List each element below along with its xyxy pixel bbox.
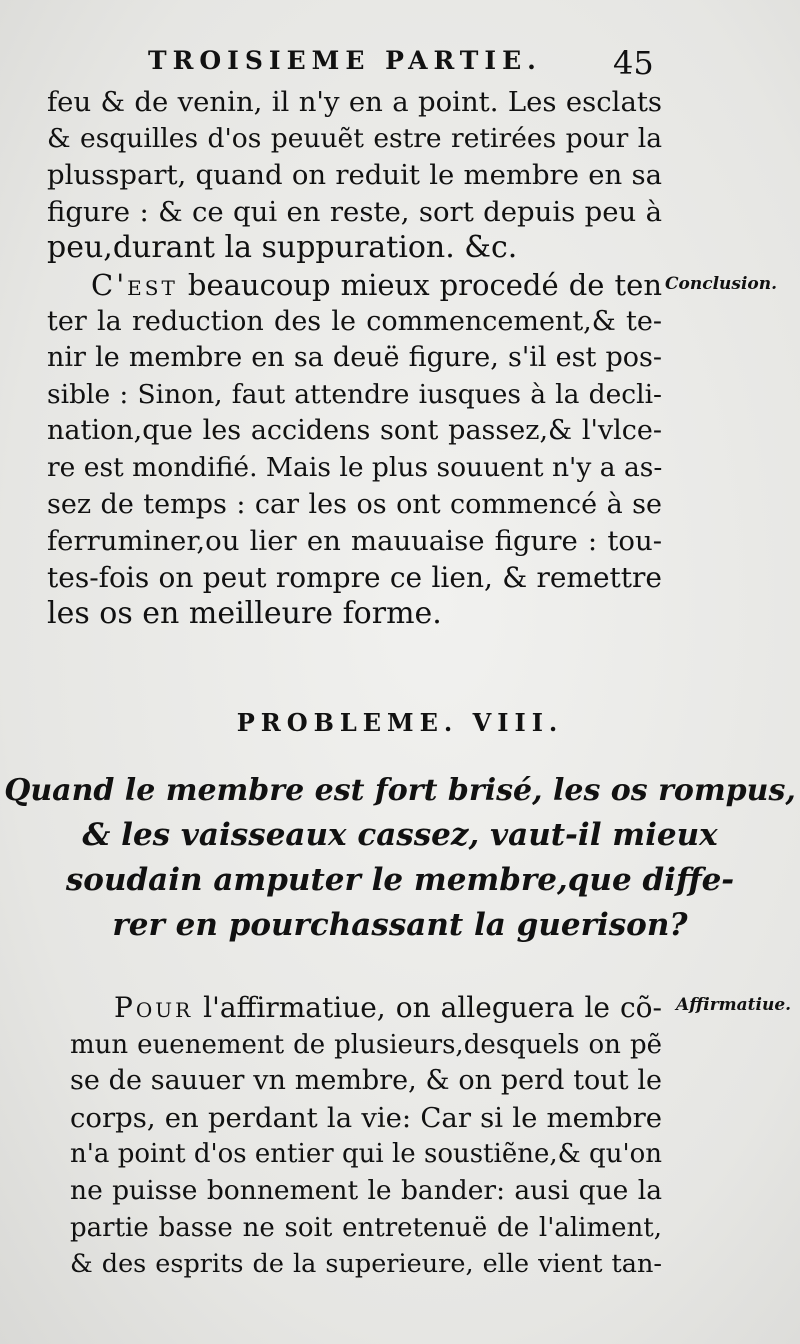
text-line: ne puisse bonnement le bander: ausi que la xyxy=(70,1174,662,1206)
problem-heading: PROBLEME. VIII. xyxy=(236,708,564,737)
text-line: & des esprits de la superieure, elle vient tan- xyxy=(70,1249,662,1280)
text-line: beaucoup mieux procedé de ten xyxy=(177,267,662,302)
text-line: peu,durant la suppuration. &c. xyxy=(47,230,518,266)
text-line: nir le membre en sa deuë figure, s'il est pos- xyxy=(47,342,662,374)
page-header xyxy=(0,44,800,84)
text-line: tes-fois on peut rompre ce lien, & remettre xyxy=(47,560,662,594)
paragraph-lead-word: Pour xyxy=(114,991,194,1024)
paragraph-lead-word: C'est xyxy=(91,267,178,302)
text-line: les os en meilleure forme. xyxy=(47,596,442,632)
text-line: re est mondifié. Mais le plus souuent n'y a as- xyxy=(47,451,663,483)
text-line: ter la reduction des le commencement,& te- xyxy=(47,305,662,337)
text-line: sez de temps : car les os ont commencé à se xyxy=(47,488,662,520)
margin-note-affirmative: Affirmatiue. xyxy=(676,995,792,1015)
text-line: n'a point d'os entier qui le soustiẽne,& qu'on xyxy=(70,1139,662,1170)
problem-question xyxy=(0,768,800,948)
page-number: 45 xyxy=(613,44,654,82)
paragraph-first-line xyxy=(70,990,662,1027)
text-line: partie basse ne soit entretenuë de l'aliment, xyxy=(70,1212,662,1243)
question-line: Quand le membre est fort brisé, les os rompus, xyxy=(4,773,796,808)
text-line: feu & de venin, il n'y en a point. Les esclats xyxy=(47,86,662,118)
question-line: & les vaisseaux cassez, vaut-il mieux xyxy=(82,817,718,853)
text-line: corps, en perdant la vie: Car si le membre xyxy=(70,1101,662,1134)
text-line: nation,que les accidens sont passez,& l'vlce- xyxy=(47,415,662,447)
question-line: rer en pourchassant la guerison? xyxy=(112,907,688,943)
question-line: soudain amputer le membre,que diffe- xyxy=(65,862,735,898)
running-head: TROISIEME PARTIE. xyxy=(148,46,542,75)
second-text-block xyxy=(70,990,662,1283)
paragraph-first-line xyxy=(47,267,662,304)
main-text-block xyxy=(47,84,662,633)
text-line: figure : & ce qui en reste, sort depuis peu à xyxy=(47,195,662,228)
text-line: sible : Sinon, faut attendre iusques à la decli- xyxy=(47,378,662,410)
text-line: l'affirmatiue, on alleguera le cõ- xyxy=(193,991,662,1024)
text-line: se de sauuer vn membre, & on perd tout le xyxy=(70,1065,662,1097)
text-line: plusspart, quand on reduit le membre en sa xyxy=(47,159,662,192)
text-line: mun euenement de plusieurs,desquels on pẽ xyxy=(70,1029,662,1060)
text-line: & esquilles d'os peuuẽt estre retirées pour la xyxy=(47,122,662,154)
margin-note-conclusion: Conclusion. xyxy=(665,274,778,294)
text-line: ferruminer,ou lier en mauuaise figure : tou- xyxy=(47,525,662,558)
